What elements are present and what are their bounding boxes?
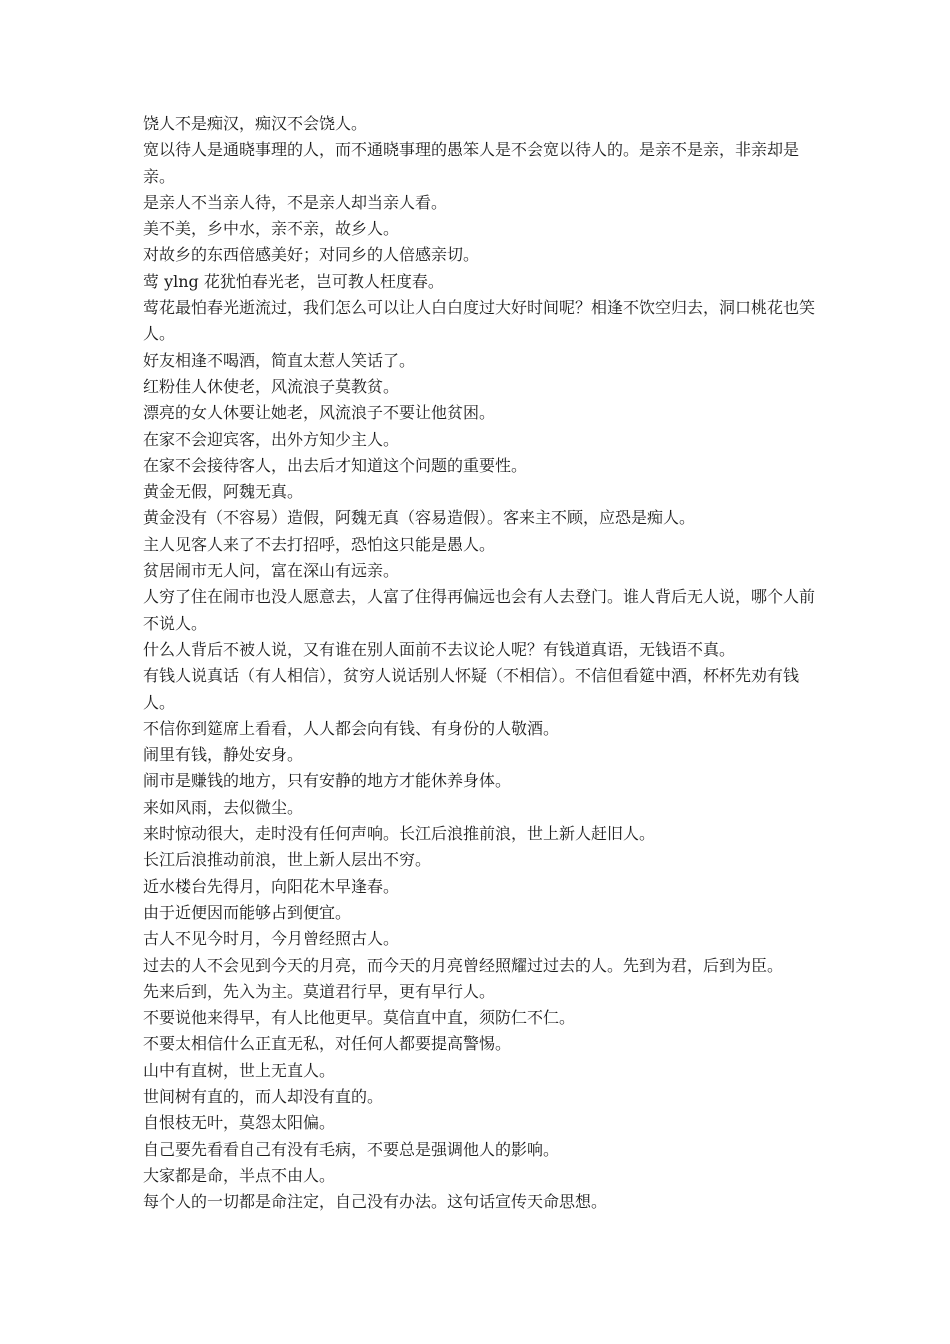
paragraph-29: 过去的人不会见到今天的月亮，而今天的月亮曾经照耀过过去的人。先到为君，后到为臣。 <box>143 955 784 975</box>
paragraph-31: 不要说他来得早，有人比他更早。莫信直中直，须防仁不仁。 <box>143 1008 576 1028</box>
paragraph-25: 长江后浪推动前浪，世上新人层出不穷。 <box>143 850 432 870</box>
paragraph-24: 来时惊动很大，走时没有任何声响。长江后浪推前浪，世上新人赶旧人。 <box>143 824 656 844</box>
paragraph-17: 人穷了住在闹市也没人愿意去，人富了住得再偏远也会有人去登门。谁人背后无人说，哪个人前不说人。 <box>143 587 816 633</box>
paragraph-8: 好友相逢不喝酒，简直太惹人笑话了。 <box>143 350 416 370</box>
paragraph-7: 莺花最怕春光逝流过，我们怎么可以让人白白度过大好时间呢？相逢不饮空归去，洞口桃花也笑人。 <box>143 298 816 344</box>
paragraph-12: 在家不会接待客人，出去后才知道这个问题的重要性。 <box>143 455 528 475</box>
paragraph-26: 近水楼台先得月，向阳花木早逢春。 <box>143 876 400 896</box>
paragraph-33: 山中有直树，世上无直人。 <box>143 1060 336 1080</box>
paragraph-23: 来如风雨，去似微尘。 <box>143 797 304 817</box>
paragraph-34: 世间树有直的，而人却没有直的。 <box>143 1086 384 1106</box>
paragraph-37: 大家都是命，半点不由人。 <box>143 1165 336 1185</box>
paragraph-13: 黄金无假，阿魏无真。 <box>143 482 304 502</box>
paragraph-20: 不信你到筵席上看看，人人都会向有钱、有身份的人敬酒。 <box>143 718 560 738</box>
paragraph-4: 美不美，乡中水，亲不亲，故乡人。 <box>143 219 400 239</box>
paragraph-30: 先来后到，先入为主。莫道君行早，更有早行人。 <box>143 981 496 1001</box>
paragraph-10: 漂亮的女人休要让她老，风流浪子不要让他贫困。 <box>143 403 496 423</box>
paragraph-19: 有钱人说真话（有人相信），贫穷人说话别人怀疑（不相信）。不信但看筵中酒，杯杯先劝有钱人。 <box>143 666 800 712</box>
paragraph-14: 黄金没有（不容易）造假，阿魏无真（容易造假）。客来主不顾，应恐是痴人。 <box>143 508 696 528</box>
paragraph-16: 贫居闹市无人问，富在深山有远亲。 <box>143 561 400 581</box>
paragraph-9: 红粉佳人休使老，风流浪子莫教贫。 <box>143 376 400 396</box>
paragraph-11: 在家不会迎宾客，出外方知少主人。 <box>143 429 400 449</box>
document-body <box>143 111 823 1215</box>
paragraph-28: 古人不见今时月，今月曾经照古人。 <box>143 929 400 949</box>
paragraph-1: 饶人不是痴汉，痴汉不会饶人。 <box>143 114 368 133</box>
paragraph-5: 对故乡的东西倍感美好；对同乡的人倍感亲切。 <box>143 245 480 265</box>
paragraph-15: 主人见客人来了不去打招呼，恐怕这只能是愚人。 <box>143 534 496 554</box>
paragraph-21: 闹里有钱，静处安身。 <box>143 745 304 765</box>
paragraph-32: 不要太相信什么正直无私，对任何人都要提高警惕。 <box>143 1034 512 1054</box>
paragraph-6: 莺 ylng 花犹怕春光老，岂可教人枉度春。 <box>143 271 444 291</box>
paragraph-22: 闹市是赚钱的地方，只有安静的地方才能休养身体。 <box>143 771 512 791</box>
paragraph-38: 每个人的一切都是命注定，自己没有办法。这句话宣传天命思想。 <box>143 1192 608 1212</box>
paragraph-2: 宽以待人是通晓事理的人，而不通晓事理的愚笨人是不会宽以待人的。是亲不是亲，非亲却是亲。 <box>143 140 800 186</box>
paragraph-35: 自恨枝无叶，莫怨太阳偏。 <box>143 1113 336 1133</box>
paragraph-27: 由于近便因而能够占到便宜。 <box>143 902 352 922</box>
paragraph-36: 自己要先看看自己有没有毛病，不要总是强调他人的影响。 <box>143 1139 560 1159</box>
paragraph-3: 是亲人不当亲人待，不是亲人却当亲人看。 <box>143 192 448 212</box>
paragraph-18: 什么人背后不被人说，又有谁在别人面前不去议论人呢？有钱道真语，无钱语不真。 <box>143 639 736 659</box>
